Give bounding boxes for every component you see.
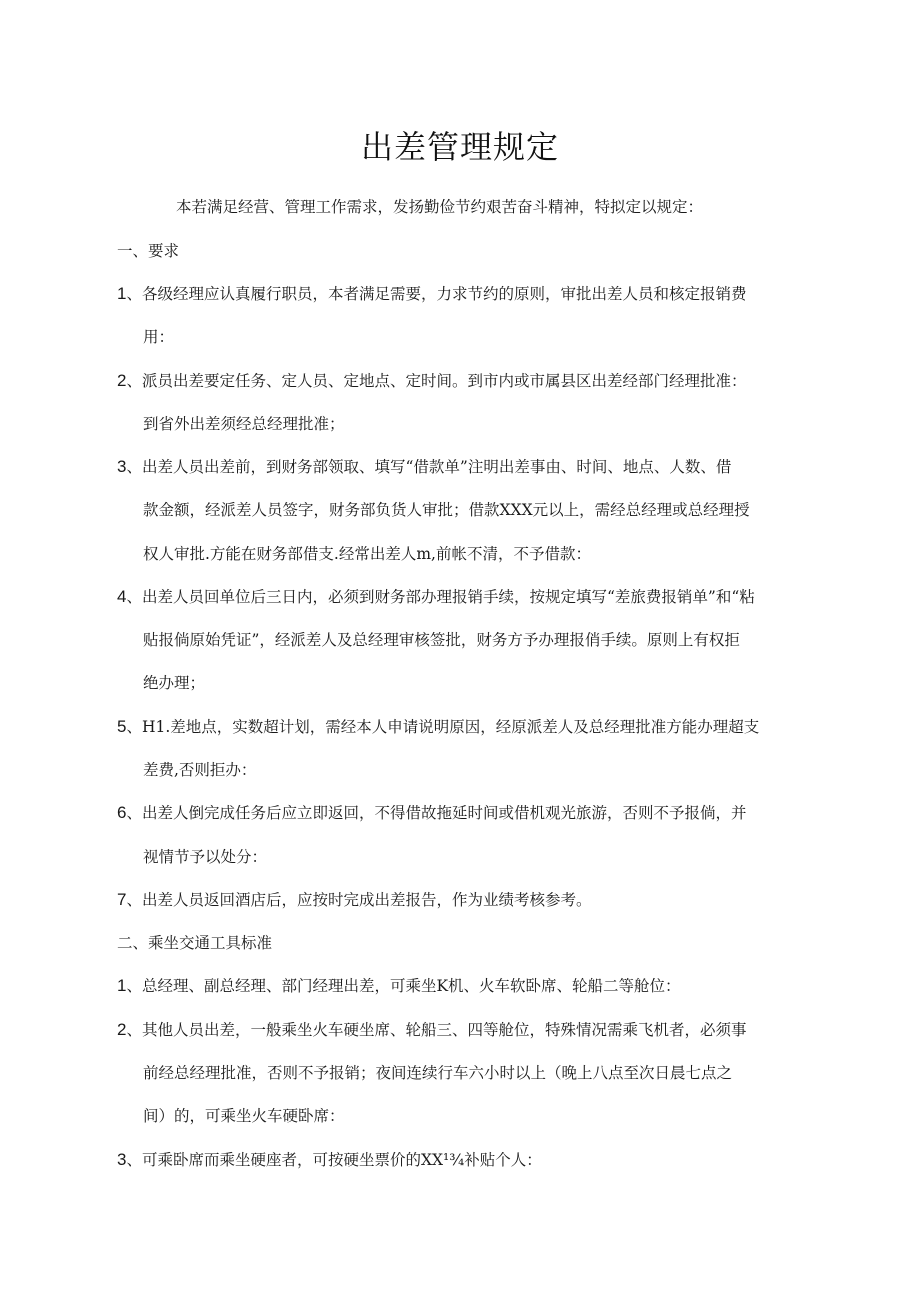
item-number: 6 (117, 803, 127, 822)
list-item (117, 798, 746, 828)
list-item (117, 885, 591, 915)
list-item (117, 1145, 542, 1175)
item-number: 2 (117, 1020, 127, 1039)
section-heading: 二、乘坐交通工具标准 (117, 934, 273, 952)
intro-paragraph: 本若满足经营、管理工作需求，发扬勤俭节约艰苦奋斗精神，特拟定以规定： (176, 198, 704, 216)
item-text: 、出差人员回单位后三日内，必须到财务部办理报销手续，按规定填写“差旅费报销单”和“粘 (126, 588, 755, 606)
item-text: 、各级经理应认真履行职员，本者满足需要，力求节约的原则，审批出差人员和核定报销费 (126, 285, 747, 303)
item-text: 、可乘卧席而乘坐硬座者，可按硬坐票价的XX¹¾补贴个人： (126, 1151, 542, 1169)
item-continuation: 间）的，可乘坐火车硬卧席： (143, 1107, 345, 1125)
item-continuation: 贴报倘原始凭证”，经派差人及总经理审核签批，财务方予办理报俏手续。原则上有权拒 (143, 631, 740, 649)
section-heading: 一、要求 (117, 242, 180, 260)
item-continuation: 款金额，经派差人员签字，财务部负货人审批；借款XXX元以上，需经总经理或总经理授 (143, 501, 750, 519)
item-number: 5 (117, 717, 127, 736)
item-number: 1 (117, 976, 127, 995)
item-number: 1 (117, 284, 127, 303)
item-text: 、出差人员出差前，到财务部领取、填写“借款单”注明出差事由、时间、地点、人数、借 (126, 458, 732, 476)
item-number: 3 (117, 457, 127, 476)
item-continuation: 用： (143, 328, 175, 346)
item-number: 7 (117, 890, 127, 909)
item-text: 、出差人员返回酒店后，应按时完成出差报告，作为业绩考核参考。 (126, 891, 592, 909)
item-number: 2 (117, 371, 127, 390)
item-text: 、出差人倒完成任务后应立即返回，不得借故拖延时间或借机观光旅游，否则不予报倘，并 (126, 804, 747, 822)
list-item (117, 971, 681, 1001)
item-continuation: 差费,否则拒办： (143, 761, 257, 779)
item-continuation: 权人审批.方能在财务部借支.经常出差人m,前帐不清，不予借款： (143, 545, 591, 563)
list-item (117, 712, 759, 742)
list-item (117, 582, 755, 612)
item-continuation: 到省外出差须经总经理批准； (143, 415, 345, 433)
item-text: 、总经理、副总经理、部门经理出差，可乘坐K机、火车软卧席、轮船二等舱位： (126, 977, 681, 995)
item-continuation: 视情节予以处分： (143, 848, 268, 866)
page-title: 出差管理规定 (360, 128, 559, 166)
item-number: 3 (117, 1150, 127, 1169)
item-number: 4 (117, 587, 127, 606)
item-continuation: 前经总经理批准，否则不予报销；夜间连续行车六小时以上（晚上八点至次日晨七点之 (143, 1064, 733, 1082)
list-item (117, 1015, 746, 1045)
list-item (117, 366, 746, 396)
list-item (117, 279, 746, 309)
item-text: 、派员出差要定任务、定人员、定地点、定时间。到市内或市属县区出差经部门经理批准： (126, 372, 747, 390)
item-text: 、H1.差地点，实数超计划，需经本人申请说明原因，经原派差人及总经理批准方能办理超支 (126, 718, 760, 736)
item-text: 、其他人员出差，一般乘坐火车硬坐席、轮船三、四等舱位，特殊情况需乘飞机者，必须事 (126, 1021, 747, 1039)
item-continuation: 绝办理； (143, 674, 206, 692)
list-item (117, 452, 731, 482)
